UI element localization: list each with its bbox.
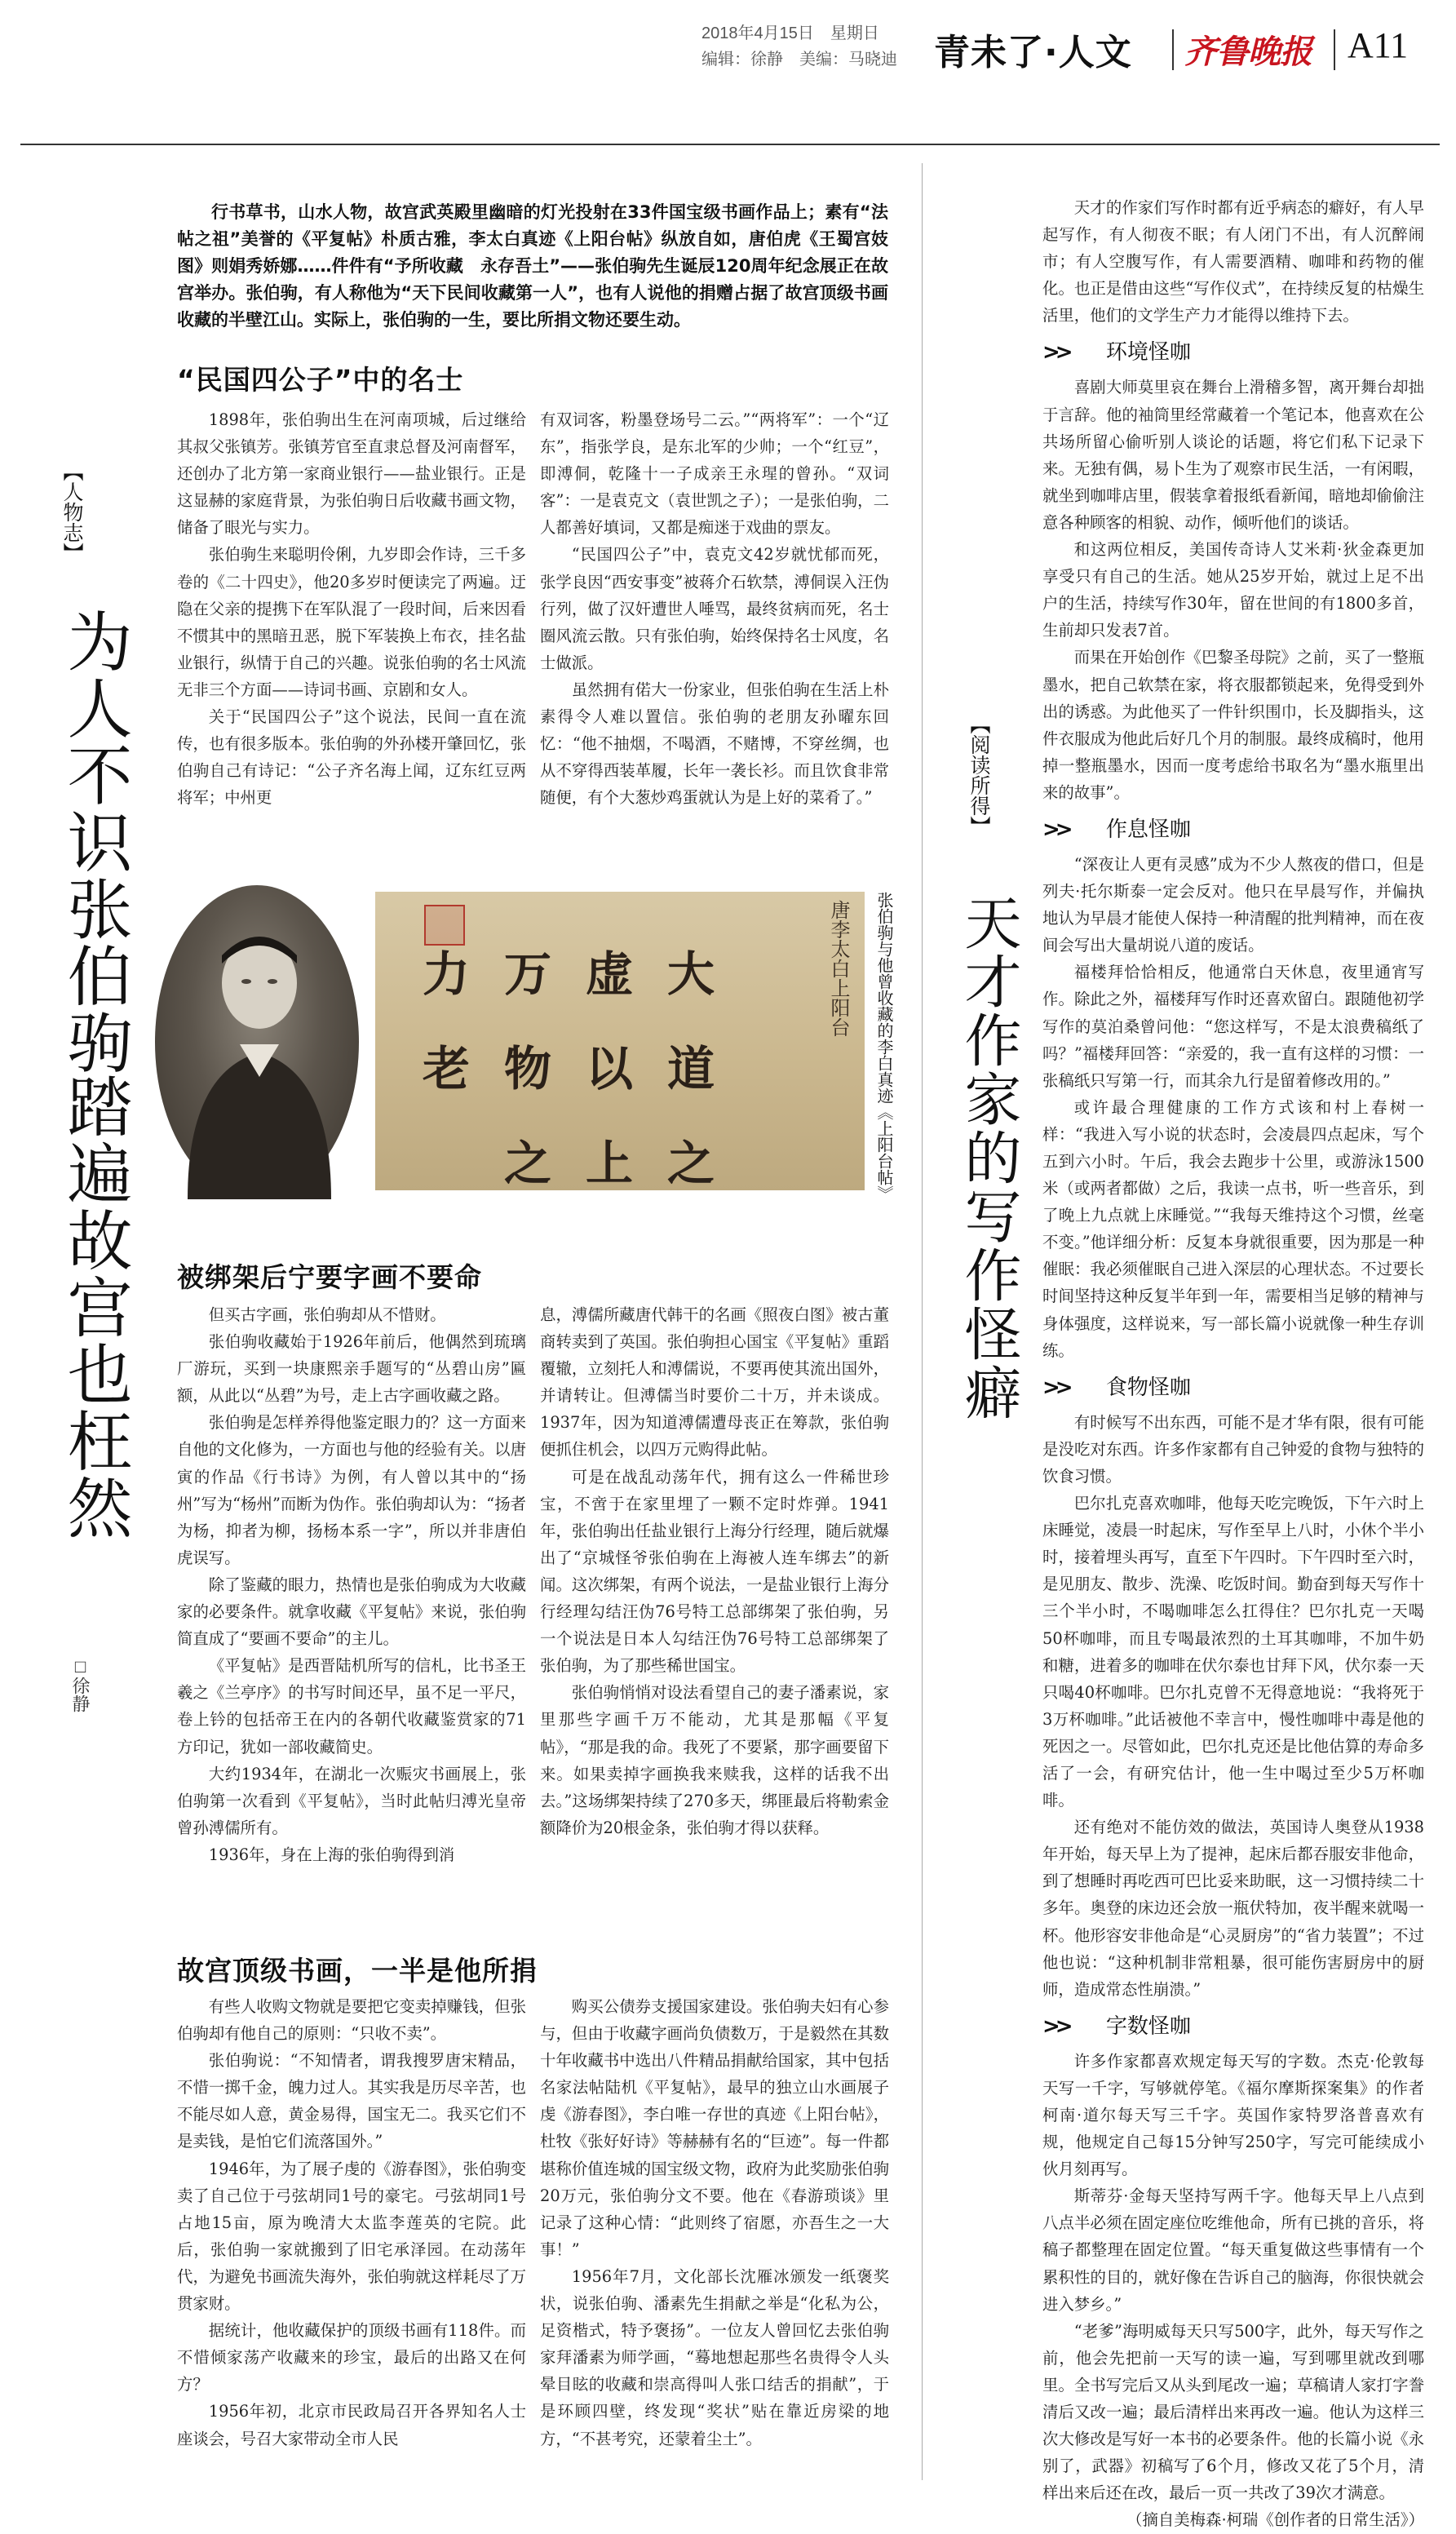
column-tag-people: 【人物志】: [60, 461, 84, 563]
photo-caption: 张伯驹与他曾收藏的李白真迹《上阳台帖》: [874, 892, 894, 1202]
newspaper-logo: 齐鲁晚报: [1184, 33, 1312, 71]
headline-part-2: 踏遍故宫也枉然: [56, 1073, 132, 1541]
chevron-icon: >>: [1042, 340, 1069, 365]
subsection-heading-environment: [1042, 335, 1424, 365]
subsection-heading-food: [1042, 1371, 1424, 1401]
calligraphy-side-text: 唐李太白上阳台: [827, 900, 850, 1037]
s3-column-1: [177, 1993, 526, 2452]
calligraphy-main-text: 大 道 之 虚 以 上 万 物 之 力 老: [414, 949, 715, 1233]
paragraph: 1936年，身在上海的张伯驹得到消: [208, 1845, 455, 1864]
chevron-icon: >>: [1042, 817, 1069, 842]
header-rule: [20, 144, 1440, 145]
portrait-figure-icon: [155, 885, 359, 1199]
header-divider-1: [1172, 29, 1174, 70]
paragraph: 张伯驹说：“不知情者，谓我搜罗唐宋精品，不惜一掷千金，魄力过人。其实我是历尽辛苦，也不能尽如人意，黄金易得，国宝无二。我买它们不是卖钱，是怕它们流落国外。”: [177, 2051, 526, 2151]
paragraph: 除了鉴藏的眼力，热情也是张伯驹成为大收藏家的必要条件。就拿收藏《平复帖》来说，张伯驹简直成了“要画不要命”的主儿。: [177, 1575, 526, 1649]
paragraph: 张伯驹生来聪明伶俐，九岁即会作诗，三千多卷的《二十四史》，他20多岁时便读完了两遍。迂隐在父亲的提携下在军队混了一段时间，后来因看不惯其中的黑暗丑恶，脱下军装换上布衣，挂名盐业银行，纵情于自己的兴趣。说张伯驹的名士风流无非三个方面——诗词书画、京剧和女人。: [177, 545, 526, 699]
paragraph: 福楼拜恰恰相反，他通常白天休息，夜里通宵写作。除此之外，福楼拜写作时还喜欢留白。跟随他初学写作的莫泊桑曾问他：“您这样写，不是太浪费稿纸了吗？”福楼拜回答：“亲爱的，我一直有这样的习惯：一张稿纸只写第一行，而其余九行是留着修改用的。”: [1042, 963, 1424, 1090]
paragraph: 还有绝对不能仿效的做法，英国诗人奥登从1938年开始，每天早上为了提神，起床后都吞服安非他命，到了想睡时再吃西可巴比妥来助眠，这一习惯持续二十多年。奥登的床边还会放一瓶伏特加，夜半醒来就喝一杯。他形容安非他命是“心灵厨房”的“省力装置”；不过他也说：“这种机制非常粗暴，很可能伤害厨房中的厨师，造成常态性崩溃。”: [1042, 1818, 1424, 1999]
author-byline: □徐静: [70, 1656, 91, 1712]
paragraph: 有双词客，粉墨登场号二云。”“两将军”：一个“辽东”，指张学良，是东北军的少帅；一个“红豆”，即溥侗，乾隆十一子成亲王永瑆的曾孙。“双词客”：一是袁克文（袁世凯之子）；一是张伯驹，二人都善好填词，又都是痴迷于戏曲的票友。: [540, 410, 889, 538]
paragraph: 《平复帖》是西晋陆机所写的信札，比书圣王羲之《兰亭序》的书写时间还早，虽不足一平尺，卷上钤的包括帝王在内的各朝代收藏鉴赏家的71方印记，犹如一部收藏简史。: [177, 1656, 526, 1757]
s1-column-2: [540, 406, 889, 811]
paragraph: 张伯驹是怎样养得他鉴定眼力的？这一方面来自他的文化修为，一方面也与他的经验有关。以唐寅的作品《行书诗》为例，有人曾以其中的“扬州”写为“杨州”而断为伪作。张伯驹却认为：“扬者为杨，抑者为柳，扬杨本系一字”，所以并非唐伯虎误写。: [177, 1413, 526, 1567]
right-headline: 天才作家的写作怪癖: [955, 893, 1022, 1422]
paragraph: 斯蒂芬·金每天坚持写两千字。他每天早上八点到八点半必须在固定座位吃维他命，所有已挑的音乐，将稿子都整理在固定位置。“每天重复做这些事情有一个累积性的目的，就好像在告诉自己的脑海，你很快就会进入梦乡。”: [1042, 2186, 1424, 2314]
subsection-heading-schedule: [1042, 813, 1424, 843]
paragraph: 购买公债券支援国家建设。张伯驹夫妇有心参与，但由于收藏字画尚负债数万，于是毅然在其数十年收藏书中选出八件精品捐献给国家，其中包括名家法帖陆机《平复帖》，最早的独立山水画展子虔《游春图》，李白唯一存世的真迹《上阳台帖》，杜牧《张好好诗》等赫赫有名的“巨迹”。每一件都堪称价值连城的国宝级文物，政府为此奖励张伯驹20万元，张伯驹分文不要。他在《春游琐谈》里记录了这种心情：“此则终了宿愿，亦吾生之一大事！”: [540, 1997, 889, 2259]
paragraph: 但买古字画，张伯驹却从不惜财。: [208, 1305, 446, 1324]
paragraph: 有些人收购文物就是要把它变卖掉赚钱，但张伯驹却有他自己的原则：“只收不卖”。: [177, 1997, 526, 2044]
paragraph: 或许最合理健康的工作方式该和村上春树一样：“我进入写小说的状态时，会凌晨四点起床，写个五到六小时。午后，我会去跑步十公里，或游泳1500米（或两者都做）之后，我读一点书，听一些音乐，到了晚上九点就上床睡觉。”“我每天维持这个习惯，丝毫不变。”他详细分析：反复本身就很重要，因为那是一种催眠：我必须催眠自己进入深层的心理状态。不过要长时间坚持这种反复半年到一年，需要相当足够的精神与身体强度，这样说来，写一部长篇小说就像一种生存训练。: [1042, 1097, 1424, 1360]
s3-column-2: [540, 1993, 889, 2452]
article-divider: [922, 163, 923, 2480]
paragraph: 关于“民国四公子”这个说法，民间一直在流传，也有很多版本。张伯驹的外孙楼开肇回忆，张伯驹自己有诗记：“公子齐名海上闻，辽东红豆两将军；中州更: [177, 707, 526, 808]
header-editors: 编辑：徐静 美编：马晓迪: [701, 51, 897, 69]
page-header: [0, 0, 1456, 82]
chevron-icon: >>: [1042, 2013, 1069, 2039]
paragraph: 喜剧大师莫里哀在舞台上滑稽多智，离开舞台却拙于言辞。他的袖筒里经常藏着一个笔记本，他喜欢在公共场所留心偷听别人谈论的话题，将它们私下记录下来。无独有偶，易卜生为了观察市民生活，一有闲暇，就坐到咖啡店里，假装拿着报纸看新闻，暗地却偷偷注意各种顾客的相貌、动作，倾听他们的谈话。: [1042, 378, 1424, 532]
section-title-four-gentlemen: “民国四公子”中的名士: [177, 364, 464, 396]
s2-column-2: [540, 1301, 889, 1841]
page-number: A11: [1348, 25, 1409, 65]
subsection-heading-wordcount: [1042, 2009, 1424, 2040]
paragraph: 有时候写不出东西，可能不是才华有限，很有可能是没吃对东西。许多作家都有自己钟爱的食物与独特的饮食习惯。: [1042, 1412, 1424, 1486]
paragraph: 而果在开始创作《巴黎圣母院》之前，买了一整瓶墨水，把自己软禁在家，将衣服都锁起来，免得受到外出的诱惑。为此他买了一件针织围巾，长及脚指头，这件衣服成为他此后好几个月的制服。最终成稿时，他用掉一整瓶墨水，因而一度考虑给书取名为“墨水瓶里出来的故事”。: [1042, 648, 1424, 802]
paragraph: 张伯驹悄悄对设法看望自己的妻子潘素说，家里那些字画千万不能动，尤其是那幅《平复帖》，“那是我的命。我死了不要紧，那字画要留下来。如果卖掉字画换我来赎我，这样的话我不出去。”这场绑架持续了270多天，绑匪最后将勒索金额降价为20根金条，张伯驹才得以获释。: [540, 1683, 889, 1837]
headline-part-1: 为人不识张伯驹: [56, 608, 132, 1076]
paragraph: 大约1934年，在湖北一次赈灾书画展上，张伯驹第一次看到《平复帖》，当时此帖归溥光皇帝曾孙溥儒所有。: [177, 1764, 526, 1837]
paragraph: 张伯驹收藏始于1926年前后，他偶然到琉璃厂游玩，买到一块康熙亲手题写的“丛碧山房”匾额，从此以“丛碧”为号，走上古字画收藏之路。: [177, 1332, 526, 1406]
paragraph: 1898年，张伯驹出生在河南项城，后过继给其叔父张镇芳。张镇芳官至直隶总督及河南督军，还创办了北方第一家商业银行——盐业银行。正是这显赫的家庭背景，为张伯驹日后收藏书画文物，储备了眼光与实力。: [177, 410, 526, 538]
paragraph: “深夜让人更有灵感”成为不少人熬夜的借口，但是列夫·托尔斯泰一定会反对。他只在早晨写作，并偏执地认为早晨才能使人保持一种清醒的批判精神，而在夜间会写出大量胡说八道的废话。: [1042, 854, 1424, 955]
header-divider-2: [1334, 29, 1335, 70]
paragraph: 据统计，他收藏保护的顶级书画有118件。而不惜倾家荡产收藏来的珍宝，最后的出路又在何方？: [177, 2321, 526, 2394]
column-tag-reading: 【阅读所得】: [967, 714, 991, 836]
subsection-title: 字数怪咖: [1105, 2013, 1191, 2039]
right-article-body: [1042, 194, 1424, 2534]
source-note: （摘自美梅森·柯瑞《创作者的日常生活》）: [1126, 2510, 1424, 2530]
paragraph: 息，溥儒所藏唐代韩干的名画《照夜白图》被古董商转卖到了英国。张伯驹担心国宝《平复帖》重蹈覆辙，立刻托人和溥儒说，不要再使其流出国外，并请转让。但溥儒当时要价二十万，并未谈成。1937年，因为知道溥儒遭母丧正在筹款，张伯驹便抓住机会，以四万元购得此帖。: [540, 1305, 889, 1460]
paragraph: 许多作家都喜欢规定每天写的字数。杰克·伦敦每天写一千字，写够就停笔。《福尔摩斯探案集》的作者柯南·道尔每天写三千字。英国作家特罗洛普喜欢有规，他规定自己每15分钟写250字，写完可能续成小伙月刻再写。: [1042, 2051, 1424, 2179]
paragraph: 1956年7月，文化部长沈雁冰颁发一纸褒奖状，说张伯驹、潘素先生捐献之举是“化私为公，足资楷式，特予褒扬”。一位友人曾回忆去张伯驹家拜潘素为师学画，“蓦地想起那些名贵得令人头晕目眩的收藏和崇高得叫人张口结舌的捐献”，于是环顾四壁，终发现“奖状”贴在靠近房梁的地方，“不甚考究，还蒙着尘土”。: [540, 2266, 889, 2448]
header-section-title: 青未了·人文: [934, 32, 1132, 73]
lead-paragraph: 行书草书，山水人物，故宫武英殿里幽暗的灯光投射在33件国宝级书画作品上；素有“法帖之祖”美誉的《平复帖》朴质古雅，李太白真迹《上阳台帖》纵放自如，唐伯虎《王蜀宫妓图》则娟秀娇娜……件件有“予所收藏 永存吾土”——张伯驹先生诞辰120周年纪念展正在故宫举办。张伯驹，有人称他为“天下民间收藏第一人”，也有人说他的捐赠占据了故宫顶级书画收藏的半壁江山。实际上，张伯驹的一生，要比所捐文物还要生动。: [177, 202, 888, 330]
subsection-title: 环境怪咖: [1105, 340, 1191, 365]
header-date: 2018年4月15日 星期日: [701, 24, 879, 42]
chevron-icon: >>: [1042, 1375, 1069, 1400]
paragraph: 1956年初，北京市民政局召开各界知名人士座谈会，号召大家带动全市人民: [177, 2402, 526, 2448]
paragraph: “民国四公子”中，袁克文42岁就忧郁而死，张学良因“西安事变”被蒋介石软禁，溥侗误入汪伪行列，做了汉奸遭世人唾骂，最终贫病而死，名士圈风流云散。只有张伯驹，始终保持名士风度，名士做派。: [540, 545, 889, 672]
s2-column-1: [177, 1301, 526, 1868]
scroll-seal-stamp: [424, 905, 465, 946]
calligraphy-scroll-image: [375, 892, 865, 1233]
portrait-photo: [155, 885, 359, 1199]
subsection-title: 作息怪咖: [1105, 817, 1191, 842]
subsection-title: 食物怪咖: [1105, 1375, 1191, 1400]
paragraph: 1946年，为了展子虔的《游春图》，张伯驹变卖了自己位于弓弦胡同1号的豪宅。弓弦胡同1号占地15亩，原为晚清大太监李莲英的宅院。此后，张伯驹一家就搬到了旧宅承泽园。在动荡年代，为避免书画流失海外，张伯驹就这样耗尽了万贯家财。: [177, 2159, 526, 2314]
paragraph: 巴尔扎克喜欢咖啡，他每天吃完晚饭，下午六时上床睡觉，凌晨一时起床，写作至早上八时，小休个半小时，接着埋头再写，直至下午四时。下午四时至六时，是见朋友、散步、洗澡、吃饭时间。勤奋到每天写作十三个半小时，不喝咖啡怎么扛得住？巴尔扎克一天喝50杯咖啡，而且专喝最浓烈的土耳其咖啡，不加牛奶和糖，进着多的咖啡在伏尔泰也甘拜下风，伏尔泰一天只喝40杯咖啡。巴尔扎克曾不无得意地说：“我将死于3万杯咖啡。”此话被他不幸言中，慢性咖啡中毒是他的死因之一。尽管如此，巴尔扎克还是比他估算的寿命多活了一会，有研究估计，他一生中喝过至少5万杯咖啡。: [1042, 1494, 1424, 1810]
intro-paragraph: 天才的作家们写作时都有近乎病态的癖好，有人早起写作，有人彻夜不眠；有人闭门不出，有人沉醉闹市；有人空腹写作，有人需要酒精、咖啡和药物的催化。也正是借由这些“写作仪式”，在持续反复的枯燥生活里，他们的文学生产力才能得以维持下去。: [1042, 198, 1424, 326]
paragraph: 可是在战乱动荡年代，拥有这么一件稀世珍宝，不啻于在家里埋了一颗不定时炸弹。1941年，张伯驹出任盐业银行上海分行经理，随后就爆出了“京城怪爷张伯驹在上海被人连车绑去”的新闻。这次绑架，有两个说法，一是盐业银行上海分行经理勾结汪伪76号特工总部绑架了张伯驹，另一个说法是日本人勾结汪伪76号特工总部绑架了张伯驹，为了那些稀世国宝。: [540, 1467, 889, 1676]
section-title-donations: 故宫顶级书画，一半是他所捐: [177, 1955, 538, 1987]
paragraph: 和这两位相反，美国传奇诗人艾米莉·狄金森更加享受只有自己的生活。她从25岁开始，就过上足不出户的生活，持续写作30年，留在世间的有1800多首，生前却只发表7首。: [1042, 540, 1424, 640]
section-title-kidnapping: 被绑架后宁要字画不要命: [177, 1261, 482, 1293]
s1-column-1: [177, 406, 526, 811]
paragraph: “老爹”海明威每天只写500字，此外，每天写作之前，他会先把前一天写的读一遍，写到哪里就改到哪里。全书写完后又从头到尾改一遍；草稿请人家打字誊清后又改一遍；最后清样出来再改一遍。他认为这样三次大修改是写好一本书的必要条件。他的长篇小说《永别了，武器》初稿写了6个月，修改又花了5个月，清样出来后还在改，最后一页一共改了39次才满意。: [1042, 2321, 1424, 2503]
paragraph: 虽然拥有偌大一份家业，但张伯驹在生活上朴素得令人难以置信。张伯驹的老朋友孙曜东回忆：“他不抽烟，不喝酒，不赌博，不穿丝绸，也从不穿得西装革履，长年一袭长衫。而且饮食非常随便，有个大葱炒鸡蛋就认为是上好的菜肴了。”: [540, 680, 889, 808]
